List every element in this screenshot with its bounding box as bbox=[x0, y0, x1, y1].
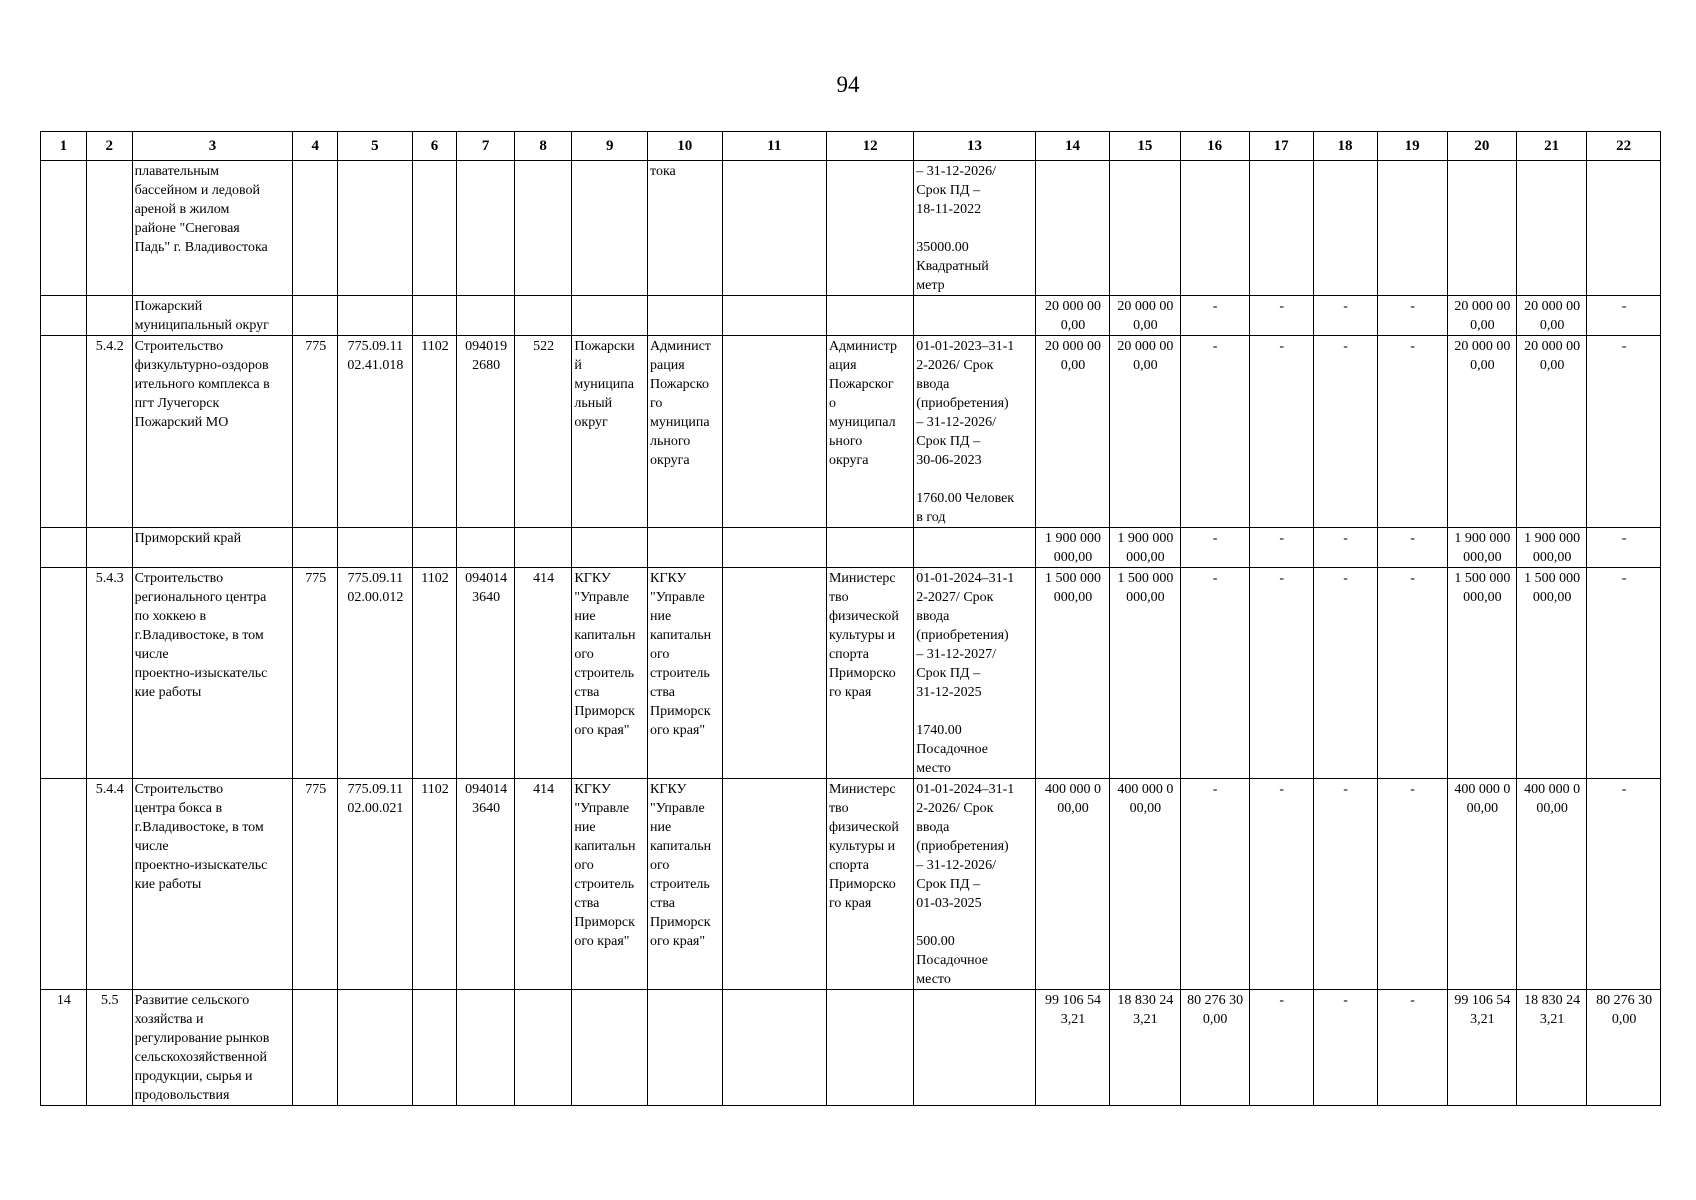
table-cell-col-11 bbox=[722, 161, 826, 296]
column-header-3: 3 bbox=[132, 132, 293, 161]
column-header-20: 20 bbox=[1447, 132, 1516, 161]
table-cell-col-5: 775.09.11 02.41.018 bbox=[338, 336, 413, 528]
table-cell-col-10 bbox=[648, 990, 723, 1106]
table-cell-col-3: Пожарский муниципальный округ bbox=[132, 296, 293, 336]
table-cell-col-5 bbox=[338, 528, 413, 568]
table-cell-col-18: - bbox=[1313, 296, 1377, 336]
table-cell-col-15: 1 900 000 000,00 bbox=[1110, 528, 1180, 568]
table-cell-col-21: 1 900 000 000,00 bbox=[1517, 528, 1587, 568]
column-header-18: 18 bbox=[1313, 132, 1377, 161]
table-cell-col-8: 414 bbox=[514, 779, 572, 990]
table-cell-col-6 bbox=[412, 528, 457, 568]
table-cell-col-11 bbox=[722, 779, 826, 990]
table-cell-col-13 bbox=[914, 296, 1035, 336]
table-cell-col-18: - bbox=[1313, 568, 1377, 779]
table-cell-col-21: 1 500 000 000,00 bbox=[1517, 568, 1587, 779]
table-cell-col-3: Строительство регионального центра по хоккею в г.Владивостоке, в том числе проектно-изыскательс кие работы bbox=[132, 568, 293, 779]
table-cell-col-17 bbox=[1249, 161, 1313, 296]
column-header-12: 12 bbox=[826, 132, 913, 161]
table-cell-col-16: - bbox=[1180, 568, 1249, 779]
table-cell-col-22: 80 276 30 0,00 bbox=[1587, 990, 1661, 1106]
table-cell-col-11 bbox=[722, 336, 826, 528]
table-cell-col-14: 20 000 00 0,00 bbox=[1035, 296, 1110, 336]
table-cell-col-17: - bbox=[1249, 528, 1313, 568]
table-cell-col-1 bbox=[41, 161, 87, 296]
table-cell-col-11 bbox=[722, 528, 826, 568]
table-row bbox=[41, 528, 1661, 568]
budget-table bbox=[40, 131, 1661, 1106]
table-cell-col-7 bbox=[457, 161, 515, 296]
table-cell-col-6: 1102 bbox=[412, 336, 457, 528]
table-cell-col-9: КГКУ "Управле ние капитальн ого строитель ства Приморск ого края" bbox=[572, 779, 648, 990]
table-cell-col-22: - bbox=[1587, 528, 1661, 568]
table-cell-col-2: 5.4.2 bbox=[86, 336, 132, 528]
table-cell-col-8 bbox=[514, 528, 572, 568]
table-cell-col-13: – 31-12-2026/ Срок ПД – 18-11-2022 35000.00 Квадратный метр bbox=[914, 161, 1035, 296]
table-cell-col-12 bbox=[826, 161, 913, 296]
column-header-22: 22 bbox=[1587, 132, 1661, 161]
table-cell-col-6 bbox=[412, 161, 457, 296]
table-cell-col-17: - bbox=[1249, 296, 1313, 336]
table-cell-col-13 bbox=[914, 528, 1035, 568]
table-cell-col-14 bbox=[1035, 161, 1110, 296]
table-cell-col-12: Администр ация Пожарског о муниципал ьного округа bbox=[826, 336, 913, 528]
column-header-9: 9 bbox=[572, 132, 648, 161]
table-cell-col-17: - bbox=[1249, 779, 1313, 990]
table-cell-col-10: тока bbox=[648, 161, 723, 296]
table-cell-col-1 bbox=[41, 779, 87, 990]
page-number: 94 bbox=[836, 72, 860, 97]
table-cell-col-13: 01-01-2024–31-1 2-2027/ Срок ввода (приобретения) – 31-12-2027/ Срок ПД – 31-12-2025 1740.00 Посадочное место bbox=[914, 568, 1035, 779]
table-cell-col-2: 5.4.3 bbox=[86, 568, 132, 779]
table-cell-col-4 bbox=[293, 528, 338, 568]
table-cell-col-14: 400 000 0 00,00 bbox=[1035, 779, 1110, 990]
table-row bbox=[41, 779, 1661, 990]
column-header-11: 11 bbox=[722, 132, 826, 161]
table-cell-col-18: - bbox=[1313, 990, 1377, 1106]
table-cell-col-20: 1 900 000 000,00 bbox=[1447, 528, 1516, 568]
table-cell-col-4: 775 bbox=[293, 336, 338, 528]
table-cell-col-19 bbox=[1377, 161, 1447, 296]
table-cell-col-9 bbox=[572, 161, 648, 296]
table-cell-col-7: 094014 3640 bbox=[457, 779, 515, 990]
table-cell-col-14: 20 000 00 0,00 bbox=[1035, 336, 1110, 528]
table-cell-col-19: - bbox=[1377, 568, 1447, 779]
table-cell-col-15: 400 000 0 00,00 bbox=[1110, 779, 1180, 990]
table-cell-col-18: - bbox=[1313, 528, 1377, 568]
table-cell-col-17: - bbox=[1249, 336, 1313, 528]
table-cell-col-1 bbox=[41, 568, 87, 779]
table-cell-col-20: 20 000 00 0,00 bbox=[1447, 296, 1516, 336]
table-cell-col-22 bbox=[1587, 161, 1661, 296]
table-cell-col-8 bbox=[514, 296, 572, 336]
table-cell-col-11 bbox=[722, 296, 826, 336]
column-header-15: 15 bbox=[1110, 132, 1180, 161]
table-cell-col-21 bbox=[1517, 161, 1587, 296]
table-cell-col-16: - bbox=[1180, 336, 1249, 528]
table-cell-col-22: - bbox=[1587, 779, 1661, 990]
table-cell-col-4: 775 bbox=[293, 779, 338, 990]
table-cell-col-1: 14 bbox=[41, 990, 87, 1106]
table-cell-col-15: 1 500 000 000,00 bbox=[1110, 568, 1180, 779]
table-cell-col-16 bbox=[1180, 161, 1249, 296]
table-cell-col-6: 1102 bbox=[412, 568, 457, 779]
table-cell-col-19: - bbox=[1377, 528, 1447, 568]
column-header-21: 21 bbox=[1517, 132, 1587, 161]
column-header-4: 4 bbox=[293, 132, 338, 161]
table-cell-col-18: - bbox=[1313, 336, 1377, 528]
table-cell-col-5: 775.09.11 02.00.021 bbox=[338, 779, 413, 990]
table-cell-col-14: 1 500 000 000,00 bbox=[1035, 568, 1110, 779]
column-header-7: 7 bbox=[457, 132, 515, 161]
table-cell-col-2 bbox=[86, 296, 132, 336]
table-cell-col-16: - bbox=[1180, 528, 1249, 568]
table-cell-col-8 bbox=[514, 990, 572, 1106]
table-cell-col-1 bbox=[41, 296, 87, 336]
table-cell-col-14: 99 106 54 3,21 bbox=[1035, 990, 1110, 1106]
table-cell-col-6 bbox=[412, 296, 457, 336]
table-cell-col-19: - bbox=[1377, 296, 1447, 336]
table-cell-col-4 bbox=[293, 296, 338, 336]
table-cell-col-2 bbox=[86, 528, 132, 568]
table-row bbox=[41, 161, 1661, 296]
table-cell-col-15 bbox=[1110, 161, 1180, 296]
table-cell-col-15: 18 830 24 3,21 bbox=[1110, 990, 1180, 1106]
table-cell-col-6: 1102 bbox=[412, 779, 457, 990]
table-cell-col-2: 5.4.4 bbox=[86, 779, 132, 990]
table-cell-col-17: - bbox=[1249, 568, 1313, 779]
column-header-19: 19 bbox=[1377, 132, 1447, 161]
table-cell-col-20: 99 106 54 3,21 bbox=[1447, 990, 1516, 1106]
column-header-13: 13 bbox=[914, 132, 1035, 161]
table-cell-col-21: 400 000 0 00,00 bbox=[1517, 779, 1587, 990]
table-cell-col-3: Строительство физкультурно-оздоров ительного комплекса в пгт Лучегорск Пожарский МО bbox=[132, 336, 293, 528]
table-cell-col-10: КГКУ "Управле ние капитальн ого строитель ства Приморск ого края" bbox=[648, 568, 723, 779]
table-cell-col-12 bbox=[826, 990, 913, 1106]
table-cell-col-9 bbox=[572, 528, 648, 568]
table-row bbox=[41, 568, 1661, 779]
table-cell-col-12 bbox=[826, 296, 913, 336]
table-cell-col-16: 80 276 30 0,00 bbox=[1180, 990, 1249, 1106]
table-cell-col-5 bbox=[338, 296, 413, 336]
table-cell-col-15: 20 000 00 0,00 bbox=[1110, 336, 1180, 528]
table-cell-col-3: Развитие сельского хозяйства и регулирование рынков сельскохозяйственной продукции, сырья и продовольствия bbox=[132, 990, 293, 1106]
column-header-5: 5 bbox=[338, 132, 413, 161]
column-header-17: 17 bbox=[1249, 132, 1313, 161]
table-cell-col-19: - bbox=[1377, 779, 1447, 990]
table-cell-col-5: 775.09.11 02.00.012 bbox=[338, 568, 413, 779]
table-cell-col-12 bbox=[826, 528, 913, 568]
table-cell-col-3: плавательным бассейном и ледовой ареной в жилом районе "Снеговая Падь" г. Владивостока bbox=[132, 161, 293, 296]
table-cell-col-18: - bbox=[1313, 779, 1377, 990]
header-row bbox=[41, 132, 1661, 161]
column-header-6: 6 bbox=[412, 132, 457, 161]
column-header-2: 2 bbox=[86, 132, 132, 161]
table-cell-col-8 bbox=[514, 161, 572, 296]
table-cell-col-15: 20 000 00 0,00 bbox=[1110, 296, 1180, 336]
table-cell-col-2: 5.5 bbox=[86, 990, 132, 1106]
table-cell-col-7 bbox=[457, 296, 515, 336]
table-cell-col-9: КГКУ "Управле ние капитальн ого строитель ства Приморск ого края" bbox=[572, 568, 648, 779]
table-cell-col-9 bbox=[572, 990, 648, 1106]
column-header-16: 16 bbox=[1180, 132, 1249, 161]
table-cell-col-9 bbox=[572, 296, 648, 336]
table-cell-col-3: Приморский край bbox=[132, 528, 293, 568]
table-cell-col-6 bbox=[412, 990, 457, 1106]
table-cell-col-4 bbox=[293, 161, 338, 296]
table-cell-col-19: - bbox=[1377, 336, 1447, 528]
table-cell-col-8: 522 bbox=[514, 336, 572, 528]
table-cell-col-7 bbox=[457, 990, 515, 1106]
table-cell-col-19: - bbox=[1377, 990, 1447, 1106]
table-cell-col-3: Строительство центра бокса в г.Владивостоке, в том числе проектно-изыскательс кие работы bbox=[132, 779, 293, 990]
table-cell-col-22: - bbox=[1587, 296, 1661, 336]
table-cell-col-10: КГКУ "Управле ние капитальн ого строитель ства Приморск ого края" bbox=[648, 779, 723, 990]
table-cell-col-21: 20 000 00 0,00 bbox=[1517, 296, 1587, 336]
table-cell-col-21: 20 000 00 0,00 bbox=[1517, 336, 1587, 528]
table-cell-col-7: 094019 2680 bbox=[457, 336, 515, 528]
column-header-8: 8 bbox=[514, 132, 572, 161]
table-cell-col-4 bbox=[293, 990, 338, 1106]
table-cell-col-5 bbox=[338, 990, 413, 1106]
table-cell-col-11 bbox=[722, 990, 826, 1106]
table-cell-col-17: - bbox=[1249, 990, 1313, 1106]
table-cell-col-10 bbox=[648, 528, 723, 568]
table-cell-col-1 bbox=[41, 528, 87, 568]
table-cell-col-8: 414 bbox=[514, 568, 572, 779]
table-row bbox=[41, 990, 1661, 1106]
table-cell-col-9: Пожарски й муниципа льный округ bbox=[572, 336, 648, 528]
table-cell-col-10 bbox=[648, 296, 723, 336]
table-cell-col-13 bbox=[914, 990, 1035, 1106]
table-cell-col-20: 400 000 0 00,00 bbox=[1447, 779, 1516, 990]
table-cell-col-1 bbox=[41, 336, 87, 528]
table-cell-col-16: - bbox=[1180, 296, 1249, 336]
table-cell-col-20 bbox=[1447, 161, 1516, 296]
table-cell-col-4: 775 bbox=[293, 568, 338, 779]
table-cell-col-11 bbox=[722, 568, 826, 779]
table-row bbox=[41, 296, 1661, 336]
table-cell-col-13: 01-01-2024–31-1 2-2026/ Срок ввода (приобретения) – 31-12-2026/ Срок ПД – 01-03-2025 500.00 Посадочное место bbox=[914, 779, 1035, 990]
table-cell-col-18 bbox=[1313, 161, 1377, 296]
table-cell-col-5 bbox=[338, 161, 413, 296]
table-cell-col-20: 1 500 000 000,00 bbox=[1447, 568, 1516, 779]
table-cell-col-12: Министерс тво физической культуры и спорта Приморско го края bbox=[826, 568, 913, 779]
table-cell-col-7 bbox=[457, 528, 515, 568]
table-cell-col-13: 01-01-2023–31-1 2-2026/ Срок ввода (приобретения) – 31-12-2026/ Срок ПД – 30-06-2023 1760.00 Человек в год bbox=[914, 336, 1035, 528]
table-cell-col-21: 18 830 24 3,21 bbox=[1517, 990, 1587, 1106]
table-cell-col-12: Министерс тво физической культуры и спорта Приморско го края bbox=[826, 779, 913, 990]
column-header-1: 1 bbox=[41, 132, 87, 161]
table-cell-col-20: 20 000 00 0,00 bbox=[1447, 336, 1516, 528]
table-row bbox=[41, 336, 1661, 528]
column-header-14: 14 bbox=[1035, 132, 1110, 161]
table-cell-col-16: - bbox=[1180, 779, 1249, 990]
table-cell-col-2 bbox=[86, 161, 132, 296]
table-cell-col-10: Админист рация Пожарско го муниципа льного округа bbox=[648, 336, 723, 528]
column-header-10: 10 bbox=[648, 132, 723, 161]
table-cell-col-7: 094014 3640 bbox=[457, 568, 515, 779]
table-cell-col-14: 1 900 000 000,00 bbox=[1035, 528, 1110, 568]
table-cell-col-22: - bbox=[1587, 336, 1661, 528]
table-cell-col-22: - bbox=[1587, 568, 1661, 779]
